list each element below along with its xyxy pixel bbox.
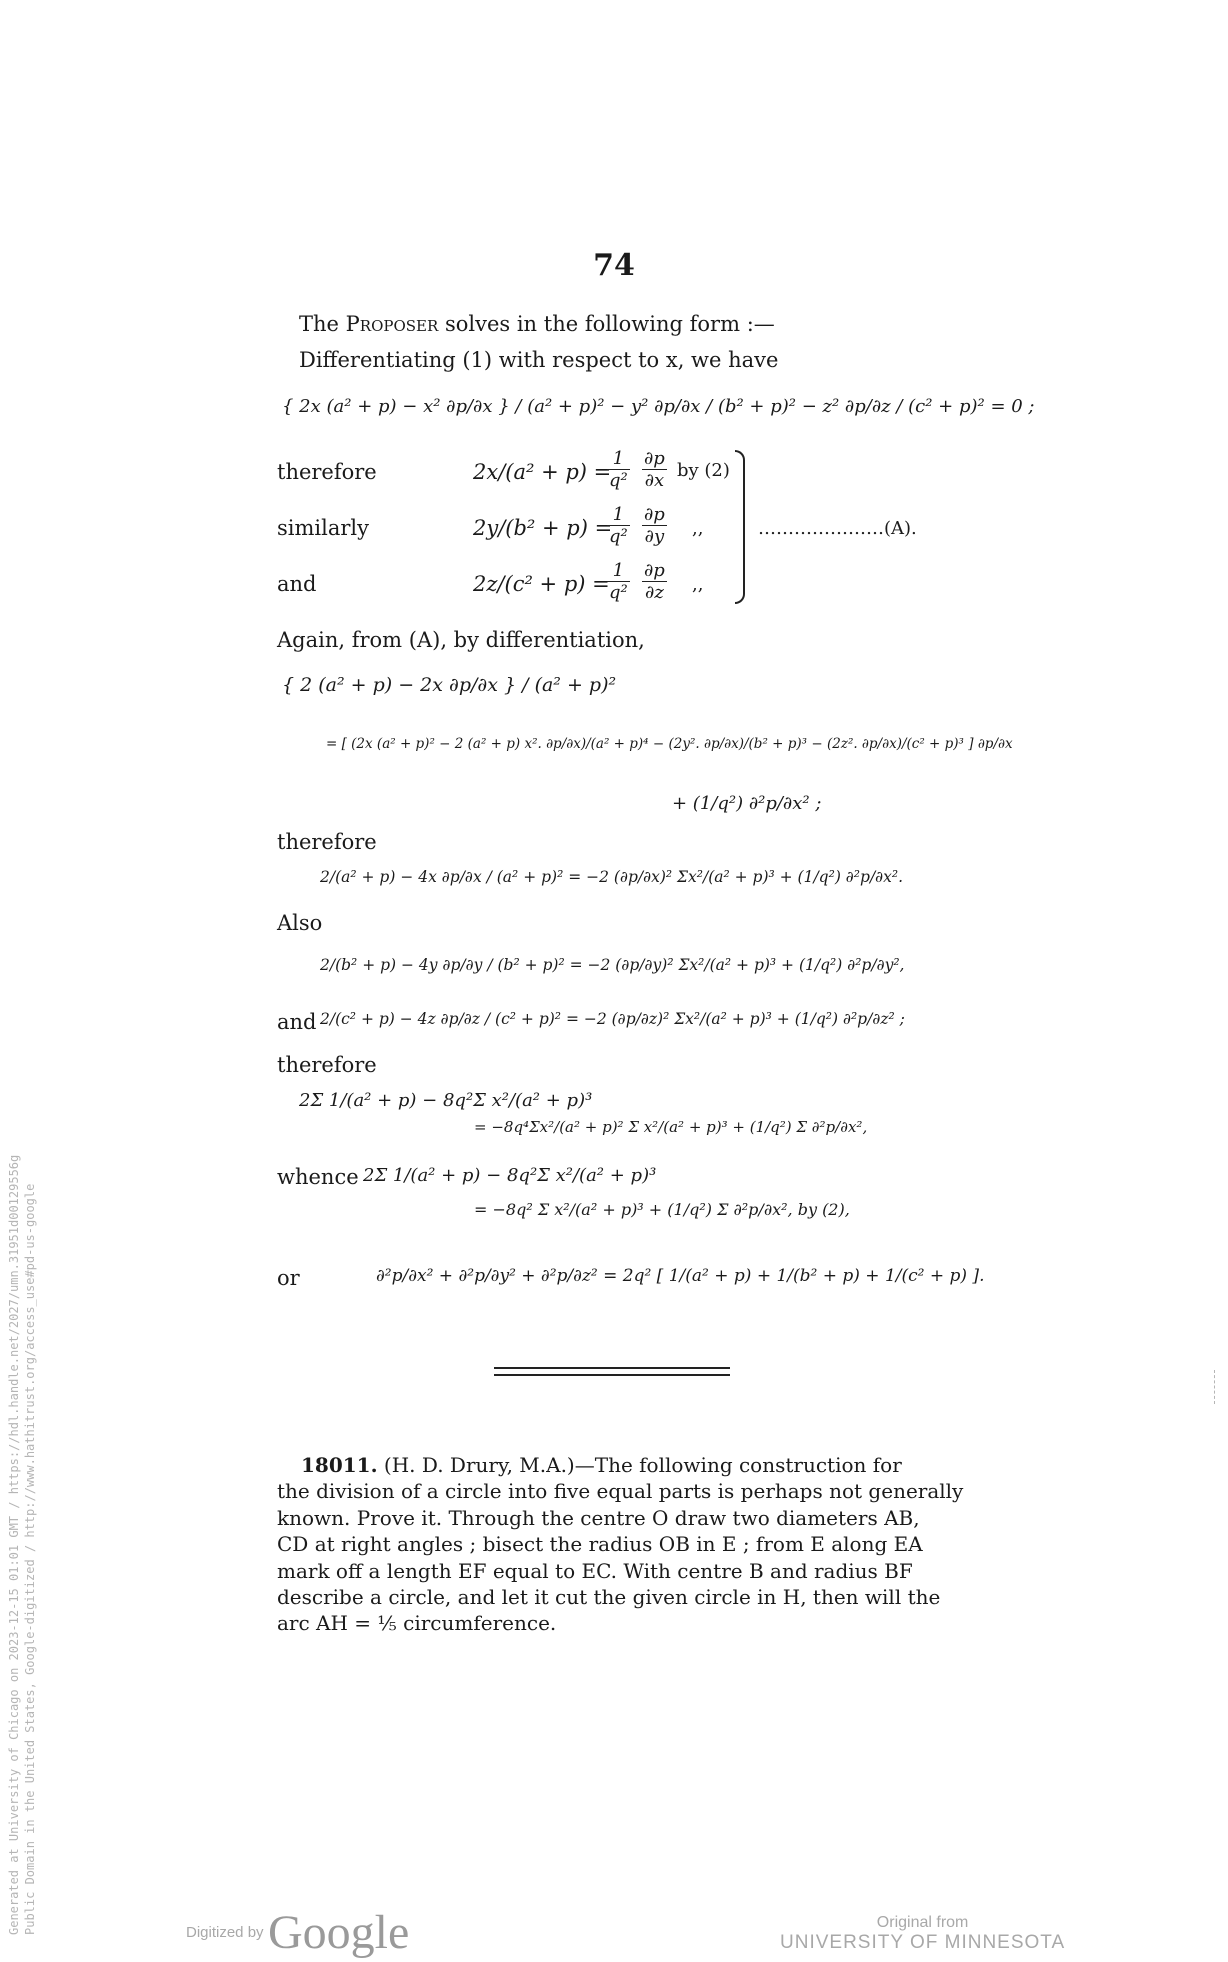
equation-whence-2: = −8q² Σ x²/(a² + p)³ + (1/q²) Σ ∂²p/∂x², by (2), <box>474 1200 850 1219</box>
also-label: Also <box>277 911 323 935</box>
problem-line: the division of a circle into five equal parts is perhaps not generally <box>277 1479 964 1504</box>
problem-line: known. Prove it. Through the centre O draw two diameters AB, <box>277 1505 920 1530</box>
problem-line: 18011. (H. D. Drury, M.A.)—The following construction for <box>301 1453 902 1477</box>
section-divider-top <box>494 1367 730 1369</box>
system-row-derivative: $\frac{\partial p}{\partial z}$ <box>644 560 665 603</box>
equation-x: 2/(a² + p) − 4x ∂p/∂x / (a² + p)² = −2 (∂p/∂x)² Σx²/(a² + p)³ + (1/q²) ∂²p/∂x². <box>320 868 904 886</box>
system-row-coef: $\frac{1}{\text{q²}}$ <box>609 448 628 491</box>
system-row-coef: $\frac{1}{\text{q²}}$ <box>609 504 628 547</box>
therefore-label-2: therefore <box>277 1053 377 1077</box>
system-brace <box>735 450 745 604</box>
intro-line-2: Differentiating (1) with respect to x, we have <box>299 348 779 372</box>
digitized-by-mark <box>186 1905 409 1960</box>
proposer-label: Proposer <box>345 312 439 336</box>
equation-first: { 2x (a² + p) − x² ∂p/∂x } / (a² + p)² − y² ∂p/∂x / (b² + p)² − z² ∂p/∂z / (c² + p)² = 0 ; <box>282 396 1035 417</box>
again-sentence: Again, from (A), by differentiation, <box>277 628 645 652</box>
google-logo: Google <box>268 1906 410 1959</box>
intro-text-a: The <box>299 312 346 336</box>
whence-label: whence <box>277 1165 359 1189</box>
equation-final: ∂²p/∂x² + ∂²p/∂y² + ∂²p/∂z² = 2q² [ 1/(a² + p) + 1/(b² + p) + 1/(c² + p) ]. <box>376 1266 985 1286</box>
margin-mark <box>1214 1370 1215 1404</box>
or-label: or <box>277 1266 300 1290</box>
system-row-label: and <box>277 572 317 596</box>
intro-line-1 <box>299 314 775 335</box>
system-row-label: similarly <box>277 516 369 540</box>
system-row-derivative: $\frac{\partial p}{\partial x}$ <box>644 448 665 491</box>
original-from-label: Original from <box>876 1914 969 1931</box>
intro-text-b: solves in the following form :— <box>438 312 775 336</box>
system-row-derivative: $\frac{\partial p}{\partial y}$ <box>644 504 665 547</box>
system-row-lhs: 2z/(c² + p) = <box>473 572 610 596</box>
system-row-coef: $\frac{1}{\text{q²}}$ <box>609 560 628 603</box>
equation-sum-1: 2Σ 1/(a² + p) − 8q²Σ x²/(a² + p)³ <box>299 1090 593 1111</box>
problem-line: describe a circle, and let it cut the given circle in H, then will the <box>277 1585 941 1610</box>
provenance-line-2: Public Domain in the United States, Google-digitized / http://www.hathitrust.org/access_use#pd-us-google <box>23 1183 37 1935</box>
problem-paragraph <box>277 1452 964 1637</box>
original-from-mark <box>780 1914 1065 1954</box>
equation-y: 2/(b² + p) − 4y ∂p/∂y / (b² + p)² = −2 (∂p/∂y)² Σx²/(a² + p)³ + (1/q²) ∂²p/∂y², <box>320 956 905 974</box>
equation-again-lhs: { 2 (a² + p) − 2x ∂p/∂x } / (a² + p)² <box>282 674 617 696</box>
system-row-note: ,, <box>692 518 704 539</box>
equation-again-rhs-2: + (1/q²) ∂²p/∂x² ; <box>672 793 822 814</box>
and-label: and <box>277 1010 317 1034</box>
equation-again-rhs-1: = [ (2x (a² + p)² − 2 (a² + p) x². ∂p/∂x)/(a² + p)⁴ − (2y². ∂p/∂x)/(b² + p)³ − (2z². ∂p/∂x)/(c² + p)³ ] ∂p/∂x <box>326 736 1013 752</box>
problem-line: arc AH = ⅕ circumference. <box>277 1611 557 1636</box>
section-divider-bottom <box>494 1374 730 1376</box>
therefore-label-1: therefore <box>277 830 377 854</box>
problem-number: 18011. <box>301 1453 378 1477</box>
system-row-note: ,, <box>692 574 704 595</box>
problem-line: CD at right angles ; bisect the radius OB in E ; from E along EA <box>277 1532 923 1557</box>
provenance-line-1: Generated at University of Chicago on 2023-12-15 01:01 GMT / https://hdl.handle.net/2027/umn.31951d00129556g <box>7 1154 21 1935</box>
institution-name: UNIVERSITY OF MINNESOTA <box>780 1932 1066 1953</box>
system-row-lhs: 2x/(a² + p) = <box>473 460 612 484</box>
equation-whence-1: 2Σ 1/(a² + p) − 8q²Σ x²/(a² + p)³ <box>363 1165 657 1186</box>
system-row-note: by (2) <box>677 460 730 481</box>
digitized-by-label: Digitized by <box>186 1924 264 1941</box>
provenance-stamp <box>6 1155 38 1935</box>
system-row-label: therefore <box>277 460 377 484</box>
equation-tag-a: …………………(A). <box>758 518 917 539</box>
equation-sum-2: = −8q⁴Σx²/(a² + p)² Σ x²/(a² + p)³ + (1/q²) Σ ∂²p/∂x², <box>474 1118 868 1136</box>
problem-line: mark off a length EF equal to EC. With centre B and radius BF <box>277 1558 913 1583</box>
equation-z: 2/(c² + p) − 4z ∂p/∂z / (c² + p)² = −2 (∂p/∂z)² Σx²/(a² + p)³ + (1/q²) ∂²p/∂z² ; <box>320 1010 905 1028</box>
system-row-lhs: 2y/(b² + p) = <box>473 516 613 540</box>
page-number: 74 <box>593 248 635 283</box>
